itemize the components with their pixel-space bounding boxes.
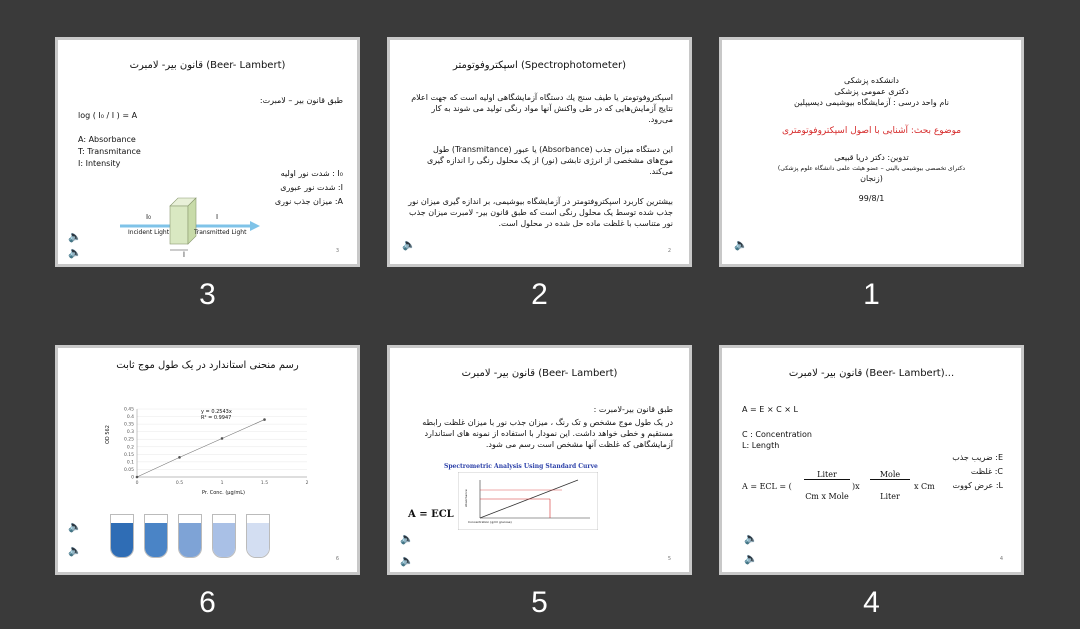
slide-thumbnail-5[interactable] <box>387 345 692 575</box>
chart-point <box>136 476 139 479</box>
speaker-icon[interactable]: 🔈 <box>744 552 758 565</box>
slide-3-canvas <box>55 37 360 267</box>
slide-5-canvas <box>387 345 692 575</box>
slide-5-title: قانون بیر- لامبرت (Beer- Lambert) <box>461 368 618 379</box>
slide-4-rtl-def-0: E: ضریب جذب <box>952 453 1003 462</box>
slide-4-formula: A = E × C × L <box>742 405 798 414</box>
chart-x-tick-label: 0 <box>135 481 139 486</box>
slide-number-6: 6 <box>199 586 216 619</box>
chart-y-tick-label: 0.35 <box>123 422 134 428</box>
chart-x-tick-label: 0.5 <box>175 481 184 486</box>
slide-5-chart-xlabel: Concentration (g/ml glucose) <box>468 520 512 524</box>
slide-2-title: اسپکتروفوتومتر (Spectrophotometer) <box>452 60 627 71</box>
slide-1-date: 99/8/1 <box>858 194 885 203</box>
slide-3-rtl-def-1: I: شدت نور عبوری <box>280 183 343 192</box>
slide-3-def-a: A: Absorbance <box>78 135 136 144</box>
slide-5-para: در یک طول موج مشخص و تک رنگ ، میزان جذب نور با میزان غلظت رابطه مستقیم و خطی خواهد داشت. این نمودار با استفاده از نمونه های استاندارد آزمایشگاهی که غلظت آنها مشخص است رسم می شود. <box>422 418 673 449</box>
chart-x-tick-label: 2 <box>305 481 309 486</box>
slide-1-line-4: تدوین: دکتر دریا قبیعی <box>834 153 909 162</box>
chart-y-tick-label: 0.1 <box>126 460 134 466</box>
slide-4-def-l: L: Length <box>742 441 780 450</box>
diagram-incident: Incident Light <box>128 229 170 236</box>
slide-4-def-c: C : Concentration <box>742 430 812 439</box>
slide-number-5: 5 <box>531 586 548 619</box>
slide-2-para-3: بیشترین کاربرد اسپکتروفتومتر در آزمایشگاه بیوشیمی، بر اندازه گیری میزان نور جذب شده توسط یک محلول رنگی است که طبق قانون بیر- لامبرت میزان جذب نور متناسب با غلظت ماده حل شده در محلول است. <box>408 197 673 228</box>
slide-1-line-1: دکتری عمومی پزشکی <box>834 87 909 96</box>
slide-3-title: قانون بیر- لامبرت (Beer- Lambert) <box>129 60 286 71</box>
slide-1-topic: موضوع بحث: آشنایی با اصول اسپکتروفوتومتری <box>781 126 962 136</box>
slide-4-rtl-def-2: L: عرض کووت <box>952 481 1003 490</box>
slide-3-rtl-def-2: A: میزان جذب نوری <box>274 197 343 206</box>
speaker-icon[interactable]: 🔈 <box>68 230 82 243</box>
chart-x-tick-label: 1.5 <box>260 481 269 486</box>
tube-liquid <box>179 523 201 557</box>
slide-1-line-5: (دکترای تخصصی بیوشیمی بالینی – عضو هیئت علمی دانشگاه علوم پزشکی <box>777 165 966 172</box>
test-tube <box>144 514 168 558</box>
diagram-transmitted: Transmitted Light <box>194 229 247 236</box>
chart-y-tick-label: 0.15 <box>123 452 134 458</box>
slide-4-rtl-def-1: C: غلظت <box>970 467 1003 476</box>
slide-thumbnail-6[interactable] <box>55 345 360 575</box>
slide-5-chart-ylabel: Absorbance <box>464 489 468 507</box>
slide-3-def-t: T: Transmitance <box>78 147 141 156</box>
chart-y-tick-label: 0.2 <box>126 445 134 451</box>
eq-tail: x Cm <box>914 482 935 491</box>
test-tube <box>110 514 134 558</box>
slide-2-para-2: این دستگاه میزان جذب (Absorbance) یا عبور (Transmitance) طول موج‌های مشخصی از انرژی تابشی (نور) از یک محلول رنگی را اندازه گیری می‌کند. <box>426 145 673 176</box>
tube-liquid <box>145 523 167 557</box>
tube-liquid <box>213 523 235 557</box>
slide-1-line-0: دانشکده پزشکی <box>844 76 899 85</box>
speaker-icon[interactable]: 🔈 <box>400 532 414 545</box>
chart-point <box>178 456 181 459</box>
slide-3-formula: log ( I₀ / I ) = A <box>78 111 138 120</box>
chart-eq-2: R² = 0.9947 <box>201 415 232 421</box>
slide-thumbnail-1[interactable] <box>719 37 1024 267</box>
test-tube <box>178 514 202 558</box>
slide-number-1: 1 <box>863 278 880 311</box>
slide-5-intro: طبق قانون بیر-لامبرت : <box>593 405 673 414</box>
chart-y-tick-label: 0.25 <box>123 437 134 443</box>
slide-1-line-2: نام واحد درسی : آزمایشگاه بیوشیمی دیسیپلین <box>794 98 949 107</box>
diagram-l: l <box>183 251 185 259</box>
chart-ylabel: OD 562 <box>105 425 111 444</box>
chart-point <box>221 437 224 440</box>
slide-4-page: 4 <box>999 556 1003 562</box>
speaker-icon[interactable]: 🔈 <box>68 520 82 533</box>
slide-5-ecl: A = ECL <box>408 509 454 520</box>
eq-f2-num: Mole <box>870 470 910 480</box>
slide-number-3: 3 <box>199 278 216 311</box>
slide-thumbnail-4[interactable] <box>719 345 1024 575</box>
chart-xlabel: Pr. Conc. (µg/mL) <box>202 490 245 496</box>
eq-lhs: A = ECL = ( <box>742 482 792 491</box>
slide-5-chart-title: Spectrometric Analysis Using Standard Curve <box>444 463 598 470</box>
chart-y-tick-label: 0 <box>131 475 134 481</box>
diagram-i: I <box>216 213 219 221</box>
slide-number-4: 4 <box>863 586 880 619</box>
speaker-icon[interactable]: 🔈 <box>744 532 758 545</box>
slide-2-canvas <box>387 37 692 267</box>
diagram-i0: I₀ <box>146 213 151 221</box>
speaker-icon[interactable]: 🔈 <box>400 554 414 567</box>
slide-5-page: 5 <box>667 556 671 562</box>
eq-f2-den: Liter <box>880 492 900 501</box>
tube-liquid <box>247 523 269 557</box>
cuvette-front <box>170 206 188 244</box>
test-tube <box>212 514 236 558</box>
slide-4-title: قانون بیر- لامبرت (Beer- Lambert)... <box>788 368 955 379</box>
slide-3-intro: طبق قانون بیر – لامبرت: <box>259 96 343 105</box>
speaker-icon[interactable]: 🔈 <box>68 246 82 259</box>
slide-thumbnail-2[interactable] <box>387 37 692 267</box>
eq-f1-num: Liter <box>804 470 850 480</box>
slide-2-para-1: اسپکتروفوتومتر یا طیف سنج یك دستگاه آزمایشگاهی اولیه است که جهت اعلام نتایج آزمایش‌هایی که در طی واکنش آنها مواد رنگی تولید می شوند به کار می‌رود. <box>411 93 673 124</box>
chart-y-tick-label: 0.4 <box>126 415 134 421</box>
chart-y-tick-label: 0.3 <box>126 430 134 436</box>
chart-y-tick-label: 0.45 <box>123 407 134 413</box>
speaker-icon[interactable]: 🔈 <box>68 544 82 557</box>
speaker-icon[interactable]: 🔈 <box>734 238 748 251</box>
chart-y-tick-label: 0.05 <box>123 467 134 473</box>
slide-thumbnail-3[interactable] <box>55 37 360 267</box>
chart-eq-1: y = 0.2543x <box>201 409 232 415</box>
slide-3-def-i: I: Intensity <box>78 159 121 168</box>
slide-4-canvas <box>719 345 1024 575</box>
eq-mid: )x <box>852 482 860 491</box>
slide-2-page: 2 <box>667 248 671 254</box>
slide-6-page: 6 <box>335 556 339 562</box>
chart-x-tick-label: 1 <box>220 481 224 486</box>
speaker-icon[interactable]: 🔈 <box>402 238 416 251</box>
slide-6-canvas <box>55 345 360 575</box>
slide-1-canvas <box>719 37 1024 267</box>
tube-liquid <box>111 523 133 557</box>
slide-1-line-6: زنجان) <box>860 174 883 183</box>
chart-point <box>263 418 266 421</box>
eq-f1-den: Cm x Mole <box>805 492 849 501</box>
chart-trendline <box>137 420 265 477</box>
slide-3-page: 3 <box>335 248 339 254</box>
slide-3-rtl-def-0: I₀ : شدت نور اولیه <box>280 169 343 178</box>
slide-6-title: رسم منحنی استاندارد در یک طول موج ثابت <box>116 360 299 371</box>
test-tube <box>246 514 270 558</box>
slide-number-2: 2 <box>531 278 548 311</box>
beer-lambert-diagram <box>118 190 263 260</box>
light-arrow-head <box>250 221 260 231</box>
